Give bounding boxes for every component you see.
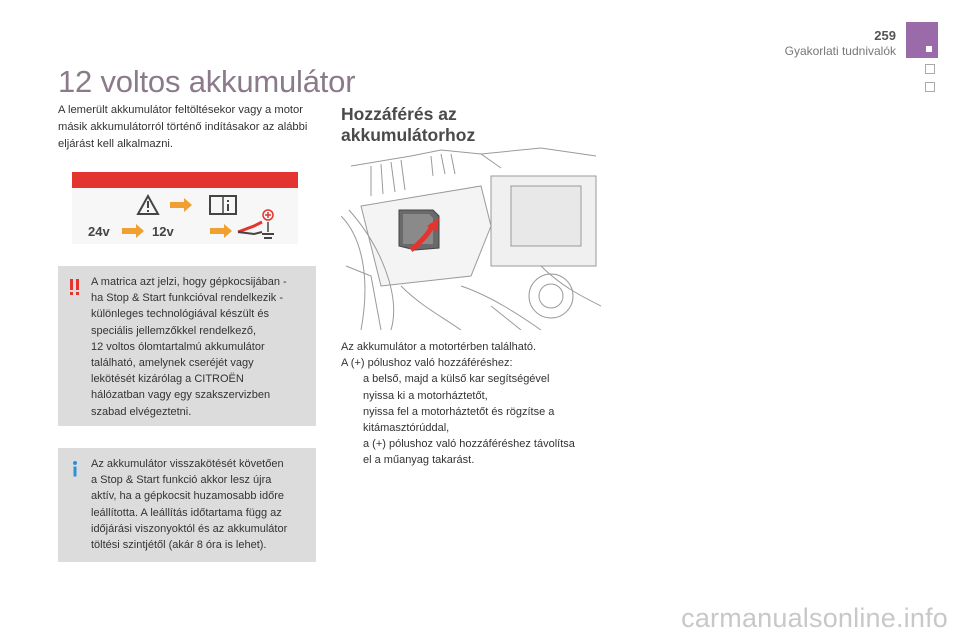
- access-instructions: [341, 339, 607, 469]
- sticker-graphics: [72, 172, 298, 244]
- warning-text: A matrica azt jelzi, hogy gépkocsijában - ha Stop & Start funkcióval rendelkezik - különleges technológiával készült és speciális jellemzőkkel rendelkező, 12 voltos ólomtartalmú akkumulátor található, amelynek cseréjét vagy lekötését kizárólag a CITROËN hálózatban vagy egy szakszervizben szabad elvégeztetni.: [91, 276, 287, 418]
- access-steps-list: [341, 371, 607, 468]
- warning-box: [58, 266, 316, 426]
- info-text: Az akkumulátor visszakötését követően a Stop & Start funkció akkor lesz újra aktív, ha a gépkocsit huzamosabb időre leállította. A leállítás időtartama függ az időjárási viszonyoktól és az akkumulátor töltési szintjétől (akár 8 óra is lehet).: [91, 458, 288, 552]
- section-label: Gyakorlati tudnivalók: [784, 44, 896, 58]
- tab-marker-icon: [926, 46, 932, 52]
- battery-polarity-icon: [262, 210, 274, 238]
- section-heading: Hozzáférés az akkumulátorhoz: [341, 104, 476, 145]
- jumper-cable-icon: [210, 222, 262, 238]
- battery-warning-sticker: [72, 172, 298, 244]
- voltage-24v: 24v: [88, 224, 110, 239]
- list-item: nyissa fel a motorháztetőt és rögzítse a kitámasztórúddal,: [363, 405, 555, 435]
- access-paragraph-1: Az akkumulátor a motortérben található.: [341, 341, 537, 353]
- page-number: 259: [874, 28, 896, 43]
- tab-empty-icon: [925, 82, 935, 92]
- voltage-conversion: [88, 224, 174, 239]
- tab-empty-icon: [925, 64, 935, 74]
- list-item: a (+) pólushoz való hozzáféréshez távolítsa el a műanyag takarást.: [363, 438, 575, 467]
- info-box: [58, 448, 316, 562]
- warning-triangle-icon: [138, 196, 158, 214]
- info-icon: [67, 460, 83, 478]
- list-item: a belső, majd a külső kar segítségével nyissa ki a motorháztetőt,: [363, 373, 550, 402]
- engine-bay-illustration: [341, 146, 601, 330]
- manual-book-icon: [210, 196, 236, 214]
- section-tab: [906, 22, 938, 58]
- access-paragraph-2: A (+) pólushoz való hozzáféréshez:: [341, 357, 513, 370]
- watermark: carmanualsonline.info: [681, 603, 948, 633]
- exclamation-icon: [67, 278, 83, 296]
- voltage-12v: 12v: [152, 224, 174, 239]
- page-title: 12 voltos akkumulátor: [58, 64, 356, 99]
- intro-paragraph: A lemerült akkumulátor feltöltésekor vagy a motor másik akkumulátorról történő indításakor az alábbi eljárást kell alkalmazni.: [58, 104, 308, 150]
